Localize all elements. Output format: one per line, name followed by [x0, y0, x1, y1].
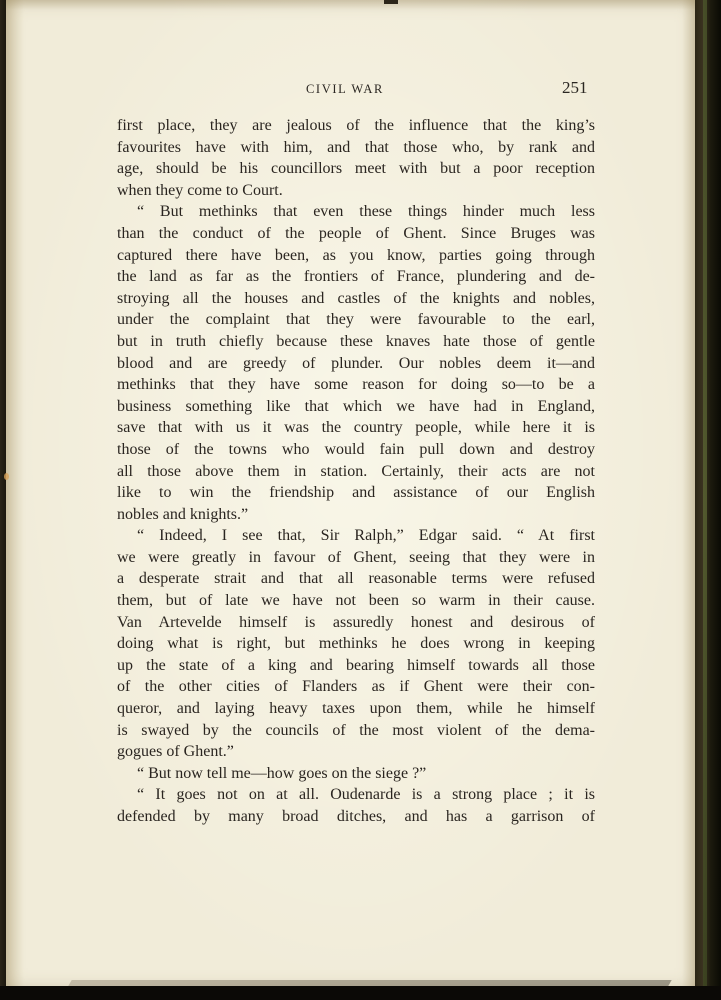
text-line: is swayed by the councils of the most violent of the dema- [117, 721, 595, 739]
bottom-page-edges [68, 980, 671, 986]
text-line: up the state of a king and bearing himself towards all those [117, 656, 595, 674]
cover-binding-strip [703, 0, 707, 1000]
page-number: 251 [562, 78, 588, 97]
running-head [6, 78, 696, 102]
text-line: when they come to Court. [117, 181, 283, 199]
text-line: those of the towns who would fain pull down and destroy [117, 440, 595, 458]
text-line: nobles and knights.” [117, 505, 249, 523]
text-line: “ But methinks that even these things hinder much less [137, 203, 595, 221]
text-line: defended by many broad ditches, and has a garrison of [117, 808, 595, 825]
text-line: a desperate strait and that all reasonable terms were refused [117, 570, 595, 588]
text-line: than the conduct of the people of Ghent. Since Bruges was [117, 224, 595, 242]
text-line: the land as far as the frontiers of France, plundering and de- [117, 268, 595, 286]
margin-stain [4, 473, 9, 480]
book-cover-edge [695, 0, 721, 1000]
text-line: queror, and laying heavy taxes upon them, while he himself [117, 700, 595, 718]
text-line: of the other cities of Flanders as if Ghent were their con- [117, 678, 595, 696]
text-line: but in truth chiefly because these knaves hate those of gentle [117, 332, 595, 350]
text-line: first place, they are jealous of the influence that the king’s [117, 117, 595, 134]
text-line: blood and are greedy of plunder. Our nobles deem it—and [117, 354, 595, 372]
text-line: like to win the friendship and assistance of our English [117, 484, 595, 502]
text-line: methinks that they have some reason for doing so—to be a [117, 376, 595, 394]
text-line: we were greatly in favour of Ghent, seeing that they were in [117, 548, 595, 566]
page-paper [6, 0, 696, 990]
text-line: age, should be his councillors meet with but a poor reception [117, 160, 595, 178]
text-line: captured there have been, as you know, parties going through [117, 246, 595, 264]
text-line: Van Artevelde himself is assuredly honest and desirous of [117, 613, 595, 631]
text-line: all those above them in station. Certainly, their acts are not [117, 462, 595, 480]
text-line: doing what is right, but methinks he does wrong in keeping [117, 635, 595, 653]
text-line: them, but of late we have not been so warm in their cause. [117, 592, 595, 610]
text-line: stroying all the houses and castles of the knights and nobles, [117, 289, 595, 307]
text-line: gogues of Ghent.” [117, 743, 234, 761]
text-line: “ It goes not on at all. Oudenarde is a strong place ; it is [137, 786, 595, 804]
body-text [117, 115, 595, 828]
text-line: save that with us it was the country people, while here it is [117, 419, 595, 437]
text-line: under the complaint that they were favourable to the earl, [117, 311, 595, 329]
top-edge-mark [384, 0, 398, 4]
text-line: business something like that which we have had in England, [117, 397, 595, 415]
running-title: CIVIL WAR [306, 82, 384, 96]
bottom-cover-edge [0, 986, 721, 1000]
text-line: “ Indeed, I see that, Sir Ralph,” Edgar said. “ At first [137, 527, 595, 545]
text-line: favourites have with him, and that those who, by rank and [117, 138, 595, 156]
text-line: “ But now tell me—how goes on the siege ?” [137, 764, 427, 782]
